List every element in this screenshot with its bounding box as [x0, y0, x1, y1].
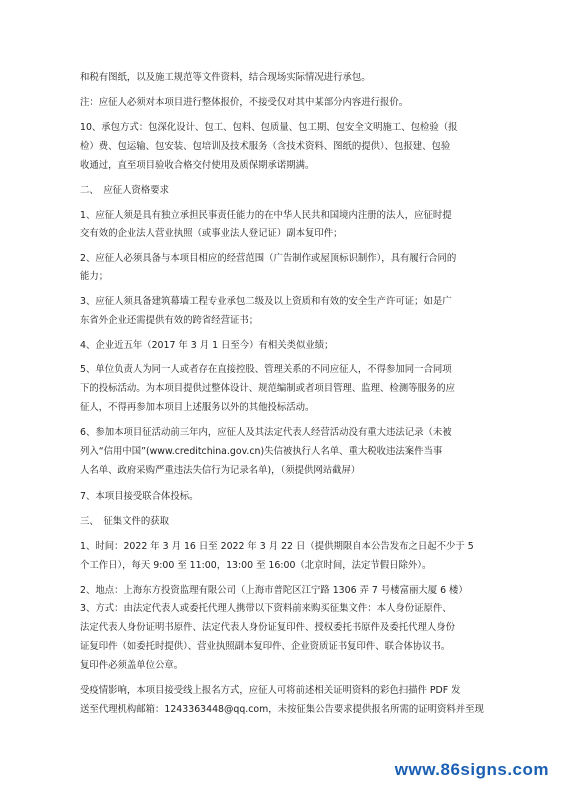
text-line: 列入“信用中国”(www.creditchina.gov.cn)失信被执行人名单、重大税收违法案件当事 — [80, 446, 443, 457]
text-line: 和税有图纸，以及施工规范等文件资料，结合现场实际情况进行承包。 — [80, 72, 371, 83]
text-line: 4、企业近五年（2017 年 3 月 1 日至今）有相关类似业绩； — [80, 340, 334, 351]
text-line: 7、本项目接受联合体投标。 — [80, 491, 199, 502]
text-line: 3、应征人须具备建筑幕墙工程专业承包二级及以上资质和有效的安全生产许可证；如是广 — [80, 296, 452, 307]
text-line: 下的投标活动。为本项目提供过整体设计、规范编制或者项目管理、监理、检测等服务的应 — [80, 383, 456, 394]
text-line: 复印件必须盖单位公章。 — [80, 660, 184, 671]
text-line: 5、单位负责人为同一人或者存在直接控股、管理关系的不同应征人，不得参加同一合同项 — [80, 364, 452, 375]
site-watermark: www.86signs.com — [394, 760, 549, 779]
text-line: 法定代表人身份证明书原件、法定代表人身份证复印件、授权委托书原件及委托代理人身份 — [80, 622, 456, 633]
text-line: 6、参加本项目征活动前三年内，应征人及其法定代表人经营活动没有重大违法记录（未被 — [80, 427, 452, 438]
text-line: 注：应征人必须对本项目进行整体报价，不接受仅对其中某部分内容进行报价。 — [80, 97, 409, 108]
text-line: 1、时间：2022 年 3 月 16 日至 2022 年 3 月 22 日（提供期限自本公告发布之日起不少于 5 — [80, 541, 474, 552]
text-line: 送至代理机构邮箱：1243363448@qq.com，未按征集公告要求提供报名所需的证明资料并至现 — [80, 704, 484, 715]
text-line: 检）费、包运输、包安装、包培训及技术服务（含技术资料、图纸的提供）、包报建、包验 — [80, 141, 451, 152]
text-line: 收通过，直至项目验收合格交付使用及质保期承诺期满。 — [80, 160, 315, 171]
text-line: 交有效的企业法人营业执照（或事业法人登记证）副本复印件； — [80, 228, 343, 239]
text-line: 东省外企业还需提供有效的跨省经营证书； — [80, 315, 259, 326]
text-line: 证复印件（如委托时提供）、营业执照副本复印件、企业资质证书复印件、联合体协议书。 — [80, 641, 451, 652]
text-line: 个工作日），每天 9:00 至 11:00，13:00 至 16:00（北京时间，法定节假日除外）。 — [80, 560, 432, 571]
text-line: 受疫情影响，本项目接受线上报名方式，应征人可将前述相关证明资料的彩色扫描件 PDF 发 — [80, 685, 461, 696]
text-line: 10、承包方式：包深化设计、包工、包料、包质量、包工期、包安全文明施工、包检验（报 — [80, 122, 458, 133]
text-line: 2、应征人必须具备与本项目相应的经营范围（广告制作或屋顶标识制作），具有履行合同的 — [80, 253, 457, 264]
text-line: 1、应征人须是具有独立承担民事责任能力的在中华人民共和国境内注册的法人，应征时提 — [80, 210, 452, 221]
text-line: 人名单、政府采购严重违法失信行为记录名单)，（须提供网站截屏） — [80, 465, 361, 476]
section-heading: 二、 应征人资格要求 — [80, 185, 170, 196]
text-line: 能力； — [80, 271, 109, 282]
text-line: 征人，不得再参加本项目上述服务以外的其他投标活动。 — [80, 402, 315, 413]
text-line: 3、方式：由法定代表人或委托代理人携带以下资料前来购买征集文件：本人身份证原件、 — [80, 603, 452, 614]
section-heading: 三、 征集文件的获取 — [80, 516, 170, 527]
text-line: 2、地点：上海东方投资监理有限公司（上海市普陀区江宁路 1306 弄 7 号楼富丽大厦 6 楼） — [80, 585, 468, 596]
